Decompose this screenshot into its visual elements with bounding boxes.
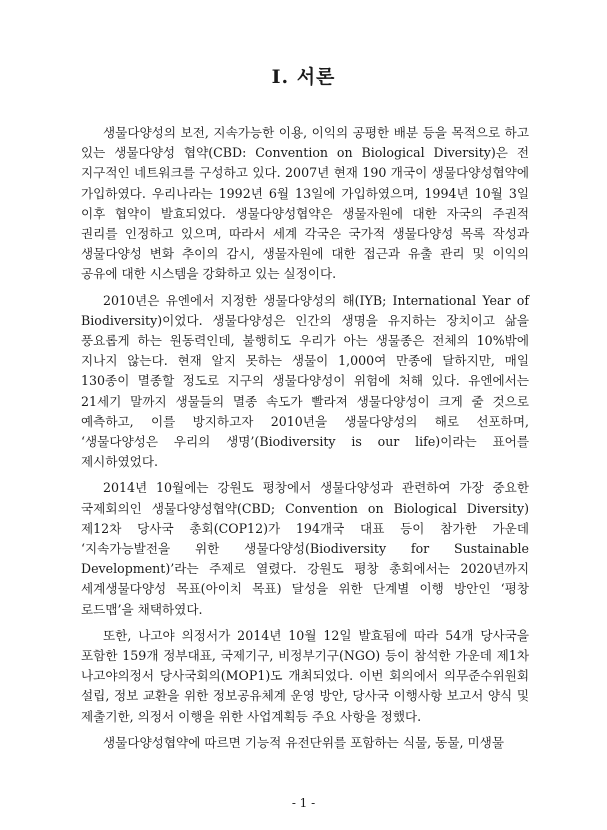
paragraph: 2010년은 유엔에서 지정한 생물다양성의 해(IYB; International Year of Biodiversity)이었다. 생물다양성은 인간의 생명을 유지하는 장치이고 삶을 풍요롭게 하는 원동력인데, 불행히도 우리가 아는 생물종은 전체의 10%밖에 지나지 않는다. 현재 알지 못하는 생물이 1,000여 만종에 달하지만, 매일 130종이 멸종할 정도로 지구의 생물다양성이 위험에 처해 있다. 유엔에서는 21세기 말까지 생물들의 멸종 속도가 빨라져 생물다양성이 크게 줄 것으로 예측하고, 이를 방지하고자 2010년을 생물다양성의 해로 선포하며, ‘생물다양성은 우리의 생명’(Biodiversity is our life)이라는 표어를 제시하였었다. [81,292,529,470]
page-number: - 1 - [291,796,316,810]
page-title: I. 서론 [271,66,336,88]
paragraph: 생물다양성의 보전, 지속가능한 이용, 이익의 공평한 배분 등을 목적으로 하고 있는 생물다양성 협약(CBD: Convention on Biological Diversity)은 전 지구적인 네트워크를 구성하고 있다. 2007년 현재 190 개국이 생물다양성협약에 가입하였다. 우리나라는 1992년 6월 13일에 가입하였으며, 1994년 10월 3일 이후 협약이 발효되었다. 생물다양성협약은 생물자원에 대한 자국의 주권적 권리를 인정하고 있으며, 따라서 세계 각국은 국가적 생물다양성 목록 작성과 생물다양성 변화 추이의 감시, 생물자원에 대한 접근과 유출 관리 및 이익의 공유에 대한 시스템을 강화하고 있는 실정이다. [81,125,529,282]
body-text [81,123,529,759]
paragraph: 2014년 10월에는 강원도 평창에서 생물다양성과 관련하여 가장 중요한 국제회의인 생물다양성협약(CBD; Convention on Biological Diversity) 제12차 당사국 총회(COP12)가 194개국 대표 등이 참가한 가운데 ‘지속가능발전을 위한 생물다양성(Biodiversity for Sustainable Development)’라는 주제로 열렸다. 강원도 평창 총회에서는 2020년까지 세계생물다양성 목표(아이치 목표) 달성을 위한 단계별 이행 방안인 ‘평창 로드맵’을 채택하였다. [81,480,529,617]
paragraph: 생물다양성협약에 따르면 기능적 유전단위를 포함하는 식물, 동물, 미생물 [103,734,504,750]
paragraph: 또한, 나고야 의정서가 2014년 10월 12일 발효됨에 따라 54개 당사국을 포함한 159개 정부대표, 국제기구, 비정부기구(NGO) 등이 참석한 가운데 제1차 나고야의정서 당사국회의(MOP1)도 개최되었다. 이번 회의에서 의무준수위원회 설립, 정보 교환을 위한 정보공유체계 운영 방안, 당사국 이행사항 보고서 양식 및 제출기한, 의정서 이행을 위한 사업계획등 주요 사항을 정했다. [81,627,529,724]
